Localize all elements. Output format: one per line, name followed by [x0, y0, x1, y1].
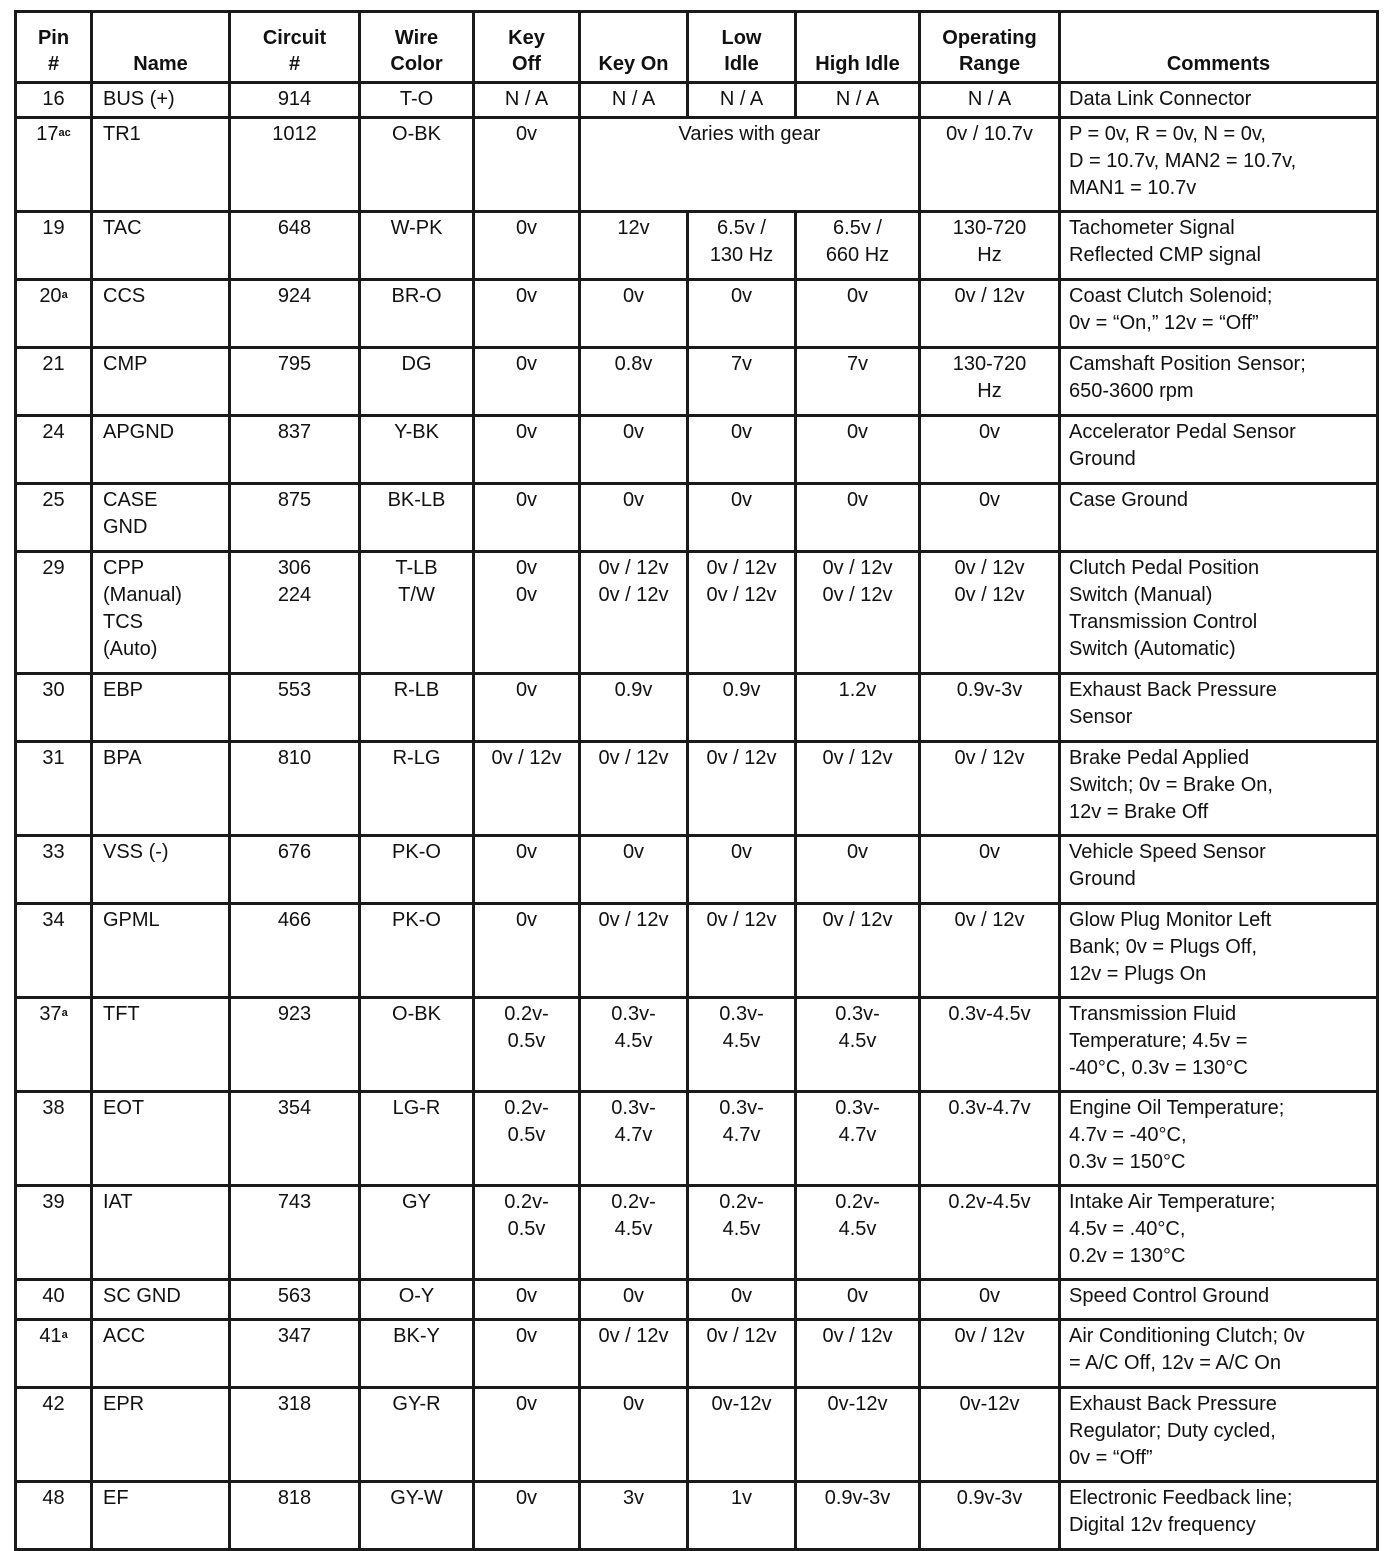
pin-cell — [16, 1388, 92, 1482]
wire-color-cell: PK-O — [360, 836, 474, 904]
table-row — [16, 1388, 1378, 1482]
table-row — [16, 552, 1378, 674]
pin-number: 24 — [42, 421, 65, 443]
operating-range-cell: 0v / 10.7v — [920, 118, 1060, 212]
header-high-idle: High Idle — [796, 12, 920, 83]
key-off-cell: 0v — [474, 1482, 580, 1550]
low-idle-cell: 0v — [688, 280, 796, 348]
table-row — [16, 836, 1378, 904]
pin-number: 29 — [42, 557, 65, 579]
pin-cell — [16, 348, 92, 416]
pin-number: 40 — [42, 1285, 65, 1307]
key-on-cell: 0.2v- 4.5v — [580, 1186, 688, 1280]
pin-cell — [16, 1186, 92, 1280]
table-row — [16, 1186, 1378, 1280]
pin-cell — [16, 552, 92, 674]
key-off-cell: 0.2v- 0.5v — [474, 998, 580, 1092]
table-row — [16, 1092, 1378, 1186]
circuit-cell: 354 — [230, 1092, 360, 1186]
pin-footnote-marker: a — [61, 289, 68, 301]
circuit-cell: 676 — [230, 836, 360, 904]
comments-cell: Electronic Feedback line; Digital 12v frequency — [1060, 1482, 1378, 1550]
high-idle-cell: 7v — [796, 348, 920, 416]
name-cell: VSS (-) — [92, 836, 230, 904]
wire-color-cell: PK-O — [360, 904, 474, 998]
key-off-cell: 0v — [474, 1280, 580, 1320]
circuit-cell: 1012 — [230, 118, 360, 212]
pin-number: 38 — [42, 1097, 65, 1119]
operating-range-cell: 130-720 Hz — [920, 348, 1060, 416]
key-off-cell: 0v — [474, 118, 580, 212]
circuit-cell: 563 — [230, 1280, 360, 1320]
high-idle-cell: 0v — [796, 1280, 920, 1320]
name-cell: BUS (+) — [92, 83, 230, 118]
header-key-on: Key On — [580, 12, 688, 83]
pin-cell — [16, 212, 92, 280]
high-idle-cell: 0v-12v — [796, 1388, 920, 1482]
operating-range-cell: 0.2v-4.5v — [920, 1186, 1060, 1280]
operating-range-cell: 0v — [920, 484, 1060, 552]
table-row — [16, 998, 1378, 1092]
name-cell: EPR — [92, 1388, 230, 1482]
low-idle-cell: N / A — [688, 83, 796, 118]
high-idle-cell: 0.2v- 4.5v — [796, 1186, 920, 1280]
name-cell: CMP — [92, 348, 230, 416]
key-off-cell: 0.2v- 0.5v — [474, 1092, 580, 1186]
wire-color-cell: O-BK — [360, 998, 474, 1092]
comments-cell: Engine Oil Temperature; 4.7v = -40°C, 0.3v = 150°C — [1060, 1092, 1378, 1186]
comments-cell: Case Ground — [1060, 484, 1378, 552]
low-idle-cell: 0v / 12v — [688, 1320, 796, 1388]
pin-number: 39 — [42, 1191, 65, 1213]
high-idle-cell: 0v — [796, 280, 920, 348]
table-body — [16, 83, 1378, 1550]
key-on-cell: 0.3v- 4.5v — [580, 998, 688, 1092]
pin-cell — [16, 1092, 92, 1186]
pin-cell — [16, 836, 92, 904]
pin-number: 30 — [42, 679, 65, 701]
key-off-cell: 0v — [474, 836, 580, 904]
high-idle-cell: 0.3v- 4.5v — [796, 998, 920, 1092]
key-off-cell: 0v — [474, 212, 580, 280]
comments-cell: P = 0v, R = 0v, N = 0v, D = 10.7v, MAN2 = 10.7v, MAN1 = 10.7v — [1060, 118, 1378, 212]
comments-cell: Speed Control Ground — [1060, 1280, 1378, 1320]
high-idle-cell: 1.2v — [796, 674, 920, 742]
low-idle-cell: 0v / 12v — [688, 742, 796, 836]
header-row — [16, 12, 1378, 83]
low-idle-cell: 0v / 12v 0v / 12v — [688, 552, 796, 674]
pin-cell — [16, 742, 92, 836]
low-idle-cell: 0v — [688, 416, 796, 484]
low-idle-cell: 1v — [688, 1482, 796, 1550]
header-key-off: Key Off — [474, 12, 580, 83]
operating-range-cell: 130-720 Hz — [920, 212, 1060, 280]
pin-cell — [16, 416, 92, 484]
comments-cell: Brake Pedal Applied Switch; 0v = Brake On, 12v = Brake Off — [1060, 742, 1378, 836]
wire-color-cell: O-Y — [360, 1280, 474, 1320]
pin-footnote-marker: a — [61, 1329, 68, 1341]
wire-color-cell: R-LB — [360, 674, 474, 742]
spanned-value-cell: Varies with gear — [580, 118, 920, 212]
operating-range-cell: 0v / 12v — [920, 280, 1060, 348]
key-on-cell: 0.3v- 4.7v — [580, 1092, 688, 1186]
header-comments: Comments — [1060, 12, 1378, 83]
circuit-cell: 923 — [230, 998, 360, 1092]
key-off-cell: 0v / 12v — [474, 742, 580, 836]
pin-number: 19 — [42, 217, 65, 239]
high-idle-cell: N / A — [796, 83, 920, 118]
high-idle-cell: 0v / 12v — [796, 742, 920, 836]
name-cell: TAC — [92, 212, 230, 280]
wire-color-cell: Y-BK — [360, 416, 474, 484]
operating-range-cell: 0v / 12v — [920, 1320, 1060, 1388]
pin-number: 42 — [42, 1393, 65, 1415]
pin-cell — [16, 83, 92, 118]
comments-cell: Exhaust Back Pressure Sensor — [1060, 674, 1378, 742]
key-on-cell: 3v — [580, 1482, 688, 1550]
key-on-cell: 0v / 12v 0v / 12v — [580, 552, 688, 674]
name-cell: APGND — [92, 416, 230, 484]
circuit-cell: 837 — [230, 416, 360, 484]
header-name: Name — [92, 12, 230, 83]
circuit-cell: 466 — [230, 904, 360, 998]
circuit-cell: 914 — [230, 83, 360, 118]
comments-cell: Transmission Fluid Temperature; 4.5v = -40°C, 0.3v = 130°C — [1060, 998, 1378, 1092]
wire-color-cell: GY — [360, 1186, 474, 1280]
wire-color-cell: R-LG — [360, 742, 474, 836]
comments-cell: Data Link Connector — [1060, 83, 1378, 118]
name-cell: GPML — [92, 904, 230, 998]
pin-number: 31 — [42, 747, 65, 769]
name-cell: EF — [92, 1482, 230, 1550]
table-row — [16, 416, 1378, 484]
wire-color-cell: BK-Y — [360, 1320, 474, 1388]
circuit-cell: 347 — [230, 1320, 360, 1388]
key-on-cell: 0.8v — [580, 348, 688, 416]
name-cell: CPP (Manual) TCS (Auto) — [92, 552, 230, 674]
high-idle-cell: 0v / 12v 0v / 12v — [796, 552, 920, 674]
key-off-cell: N / A — [474, 83, 580, 118]
high-idle-cell: 0.9v-3v — [796, 1482, 920, 1550]
comments-cell: Air Conditioning Clutch; 0v = A/C Off, 12v = A/C On — [1060, 1320, 1378, 1388]
table-row — [16, 742, 1378, 836]
high-idle-cell: 6.5v / 660 Hz — [796, 212, 920, 280]
comments-cell: Vehicle Speed Sensor Ground — [1060, 836, 1378, 904]
operating-range-cell: 0v — [920, 1280, 1060, 1320]
comments-cell: Camshaft Position Sensor; 650-3600 rpm — [1060, 348, 1378, 416]
header-operating-range: Operating Range — [920, 12, 1060, 83]
comments-cell: Clutch Pedal Position Switch (Manual) Transmission Control Switch (Automatic) — [1060, 552, 1378, 674]
pin-number: 16 — [42, 88, 65, 110]
pin-cell — [16, 280, 92, 348]
key-on-cell: 0v — [580, 1280, 688, 1320]
table-row — [16, 348, 1378, 416]
pin-cell — [16, 484, 92, 552]
wire-color-cell: DG — [360, 348, 474, 416]
name-cell: TR1 — [92, 118, 230, 212]
table-row — [16, 280, 1378, 348]
low-idle-cell: 0v — [688, 484, 796, 552]
high-idle-cell: 0v — [796, 416, 920, 484]
low-idle-cell: 0v — [688, 1280, 796, 1320]
key-on-cell: 0v / 12v — [580, 904, 688, 998]
key-off-cell: 0v — [474, 348, 580, 416]
table-row — [16, 674, 1378, 742]
table-row — [16, 1320, 1378, 1388]
circuit-cell: 306 224 — [230, 552, 360, 674]
key-on-cell: 0v — [580, 416, 688, 484]
pin-number: 41 — [39, 1325, 62, 1347]
operating-range-cell: 0v-12v — [920, 1388, 1060, 1482]
pin-cell — [16, 1320, 92, 1388]
name-cell: CASE GND — [92, 484, 230, 552]
table-row — [16, 484, 1378, 552]
header-low-idle: Low Idle — [688, 12, 796, 83]
wire-color-cell: BR-O — [360, 280, 474, 348]
pin-number: 20 — [39, 285, 62, 307]
pin-cell — [16, 674, 92, 742]
key-off-cell: 0.2v- 0.5v — [474, 1186, 580, 1280]
wire-color-cell: BK-LB — [360, 484, 474, 552]
operating-range-cell: 0v / 12v — [920, 742, 1060, 836]
wire-color-cell: O-BK — [360, 118, 474, 212]
wire-color-cell: T-O — [360, 83, 474, 118]
key-on-cell: 0v / 12v — [580, 1320, 688, 1388]
pin-number: 25 — [42, 489, 65, 511]
operating-range-cell: 0.3v-4.7v — [920, 1092, 1060, 1186]
key-on-cell: 0v — [580, 280, 688, 348]
circuit-cell: 553 — [230, 674, 360, 742]
pin-number: 48 — [42, 1487, 65, 1509]
key-off-cell: 0v 0v — [474, 552, 580, 674]
header-circuit: Circuit # — [230, 12, 360, 83]
comments-cell: Intake Air Temperature; 4.5v = .40°C, 0.2v = 130°C — [1060, 1186, 1378, 1280]
circuit-cell: 924 — [230, 280, 360, 348]
header-pin: Pin # — [16, 12, 92, 83]
pin-footnote-marker: a — [61, 1007, 68, 1019]
key-off-cell: 0v — [474, 280, 580, 348]
pin-cell — [16, 1280, 92, 1320]
table-row — [16, 212, 1378, 280]
key-off-cell: 0v — [474, 904, 580, 998]
key-off-cell: 0v — [474, 674, 580, 742]
low-idle-cell: 6.5v / 130 Hz — [688, 212, 796, 280]
wire-color-cell: GY-W — [360, 1482, 474, 1550]
high-idle-cell: 0v / 12v — [796, 904, 920, 998]
key-on-cell: 0v — [580, 836, 688, 904]
low-idle-cell: 0v-12v — [688, 1388, 796, 1482]
operating-range-cell: 0v / 12v 0v / 12v — [920, 552, 1060, 674]
pin-cell — [16, 118, 92, 212]
pin-number: 21 — [42, 353, 65, 375]
circuit-cell: 795 — [230, 348, 360, 416]
wire-color-cell: GY-R — [360, 1388, 474, 1482]
key-on-cell: 0v — [580, 1388, 688, 1482]
name-cell: CCS — [92, 280, 230, 348]
high-idle-cell: 0v — [796, 484, 920, 552]
comments-cell: Exhaust Back Pressure Regulator; Duty cycled, 0v = “Off” — [1060, 1388, 1378, 1482]
operating-range-cell: 0.3v-4.5v — [920, 998, 1060, 1092]
wire-color-cell: W-PK — [360, 212, 474, 280]
pin-table-page — [14, 10, 1376, 1551]
low-idle-cell: 0.2v- 4.5v — [688, 1186, 796, 1280]
circuit-cell: 648 — [230, 212, 360, 280]
header-wire-color: Wire Color — [360, 12, 474, 83]
key-off-cell: 0v — [474, 416, 580, 484]
key-on-cell: 12v — [580, 212, 688, 280]
pin-voltage-table — [14, 10, 1379, 1551]
wire-color-cell: LG-R — [360, 1092, 474, 1186]
name-cell: SC GND — [92, 1280, 230, 1320]
low-idle-cell: 0v — [688, 836, 796, 904]
table-row — [16, 83, 1378, 118]
table-row — [16, 904, 1378, 998]
key-on-cell: 0v — [580, 484, 688, 552]
operating-range-cell: N / A — [920, 83, 1060, 118]
key-off-cell: 0v — [474, 1388, 580, 1482]
key-on-cell: 0.9v — [580, 674, 688, 742]
name-cell: ACC — [92, 1320, 230, 1388]
comments-cell: Accelerator Pedal Sensor Ground — [1060, 416, 1378, 484]
operating-range-cell: 0v — [920, 836, 1060, 904]
pin-footnote-marker: ac — [58, 127, 71, 139]
pin-cell — [16, 998, 92, 1092]
comments-cell: Glow Plug Monitor Left Bank; 0v = Plugs Off, 12v = Plugs On — [1060, 904, 1378, 998]
high-idle-cell: 0v / 12v — [796, 1320, 920, 1388]
operating-range-cell: 0v / 12v — [920, 904, 1060, 998]
table-row — [16, 1482, 1378, 1550]
key-on-cell: N / A — [580, 83, 688, 118]
low-idle-cell: 0.9v — [688, 674, 796, 742]
circuit-cell: 743 — [230, 1186, 360, 1280]
name-cell: EBP — [92, 674, 230, 742]
operating-range-cell: 0.9v-3v — [920, 674, 1060, 742]
pin-cell — [16, 1482, 92, 1550]
low-idle-cell: 7v — [688, 348, 796, 416]
circuit-cell: 875 — [230, 484, 360, 552]
wire-color-cell: T-LB T/W — [360, 552, 474, 674]
key-off-cell: 0v — [474, 484, 580, 552]
comments-cell: Coast Clutch Solenoid; 0v = “On,” 12v = “Off” — [1060, 280, 1378, 348]
operating-range-cell: 0v — [920, 416, 1060, 484]
high-idle-cell: 0v — [796, 836, 920, 904]
circuit-cell: 318 — [230, 1388, 360, 1482]
low-idle-cell: 0.3v- 4.5v — [688, 998, 796, 1092]
name-cell: EOT — [92, 1092, 230, 1186]
pin-cell — [16, 904, 92, 998]
pin-number: 37 — [39, 1003, 62, 1025]
name-cell: BPA — [92, 742, 230, 836]
pin-number: 17 — [36, 123, 59, 145]
pin-number: 34 — [42, 909, 65, 931]
circuit-cell: 818 — [230, 1482, 360, 1550]
operating-range-cell: 0.9v-3v — [920, 1482, 1060, 1550]
low-idle-cell: 0.3v- 4.7v — [688, 1092, 796, 1186]
key-on-cell: 0v / 12v — [580, 742, 688, 836]
name-cell: TFT — [92, 998, 230, 1092]
circuit-cell: 810 — [230, 742, 360, 836]
pin-number: 33 — [42, 841, 65, 863]
name-cell: IAT — [92, 1186, 230, 1280]
table-row — [16, 1280, 1378, 1320]
low-idle-cell: 0v / 12v — [688, 904, 796, 998]
table-row — [16, 118, 1378, 212]
key-off-cell: 0v — [474, 1320, 580, 1388]
comments-cell: Tachometer Signal Reflected CMP signal — [1060, 212, 1378, 280]
high-idle-cell: 0.3v- 4.7v — [796, 1092, 920, 1186]
